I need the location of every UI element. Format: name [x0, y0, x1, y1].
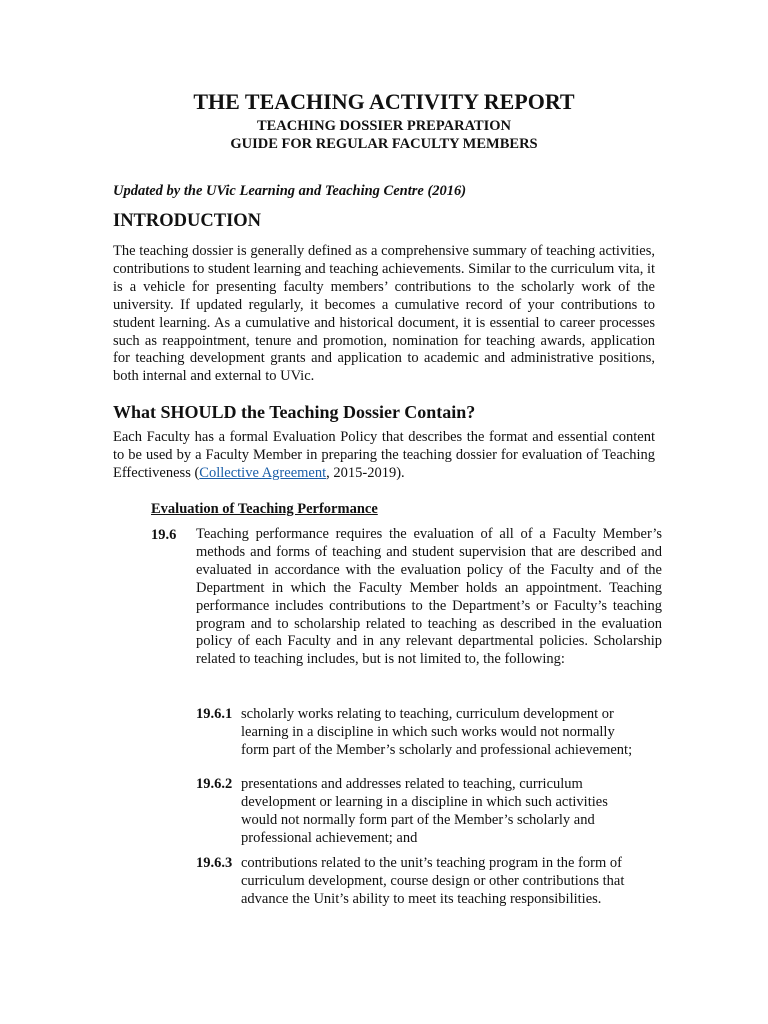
subsection-text: presentations and addresses related to teaching, curriculum development or learning in a discipline in which such activities would not normally form part of the Member’s scholarly and professional achievement; and: [241, 776, 608, 846]
should-contain-text-after: , 2015-2019).: [326, 464, 405, 481]
collective-agreement-link[interactable]: Collective Agreement: [199, 464, 327, 481]
subsection-text: contributions related to the unit’s teaching program in the form of curriculum development, course design or other contributions that advance the Unit’s ability to meet its teaching responsibilities.: [241, 855, 625, 907]
introduction-heading: INTRODUCTION: [113, 211, 262, 231]
should-contain-text-before: Each Faculty has a formal Evaluation Policy that describes the format and essential content to be used by a Faculty Member in preparing the teaching dossier for evaluation of Teaching Effectiveness (: [113, 429, 655, 481]
evaluation-heading: Evaluation of Teaching Performance: [151, 501, 378, 517]
subsection-number: 19.6.2: [196, 776, 233, 792]
document-title: THE TEACHING ACTIVITY REPORT: [193, 89, 575, 114]
subsection-number: 19.6.1: [196, 706, 233, 722]
should-contain-paragraph: [113, 429, 655, 483]
section-body: Teaching performance requires the evaluation of all of a Faculty Member’s methods and forms of teaching and student supervision that are described and evaluated in accordance with the evaluation policy of the Faculty and of the Department in which the Faculty Member holds an appointment. Teaching performance includes contributions to the Department’s or Faculty’s teaching program and to scholarship related to teaching as described in the evaluation policy of each Faculty and in any relevant departmental policies. Scholarship related to teaching includes, but is not limited to, the following:: [196, 526, 662, 668]
document-subtitle-line1: TEACHING DOSSIER PREPARATION: [256, 118, 512, 134]
subsection-number: 19.6.3: [196, 855, 233, 871]
subsection-text: scholarly works relating to teaching, curriculum development or learning in a discipline in which such works would not normally form part of the Member’s scholarly and professional achievement;: [241, 706, 633, 758]
updated-note: Updated by the UVic Learning and Teaching Centre (2016): [113, 183, 467, 199]
document-subtitle-line2: GUIDE FOR REGULAR FACULTY MEMBERS: [230, 136, 538, 152]
introduction-paragraph: The teaching dossier is generally defined as a comprehensive summary of teaching activities, contributions to student learning and teaching achievements. Similar to the curriculum vita, it is a vehicle for presenting faculty members’ contributions to the scholarly work of the university. If updated regularly, it becomes a cumulative record of your contributions to student learning. As a cumulative and historical document, it is essential to career processes such as reappointment, tenure and promotion, nomination for teaching awards, application for teaching development grants and application to academic and administrative positions, both internal and external to UVic.: [113, 243, 656, 385]
section-number: 19.6: [151, 527, 177, 543]
should-contain-heading: What SHOULD the Teaching Dossier Contain?: [113, 402, 476, 422]
